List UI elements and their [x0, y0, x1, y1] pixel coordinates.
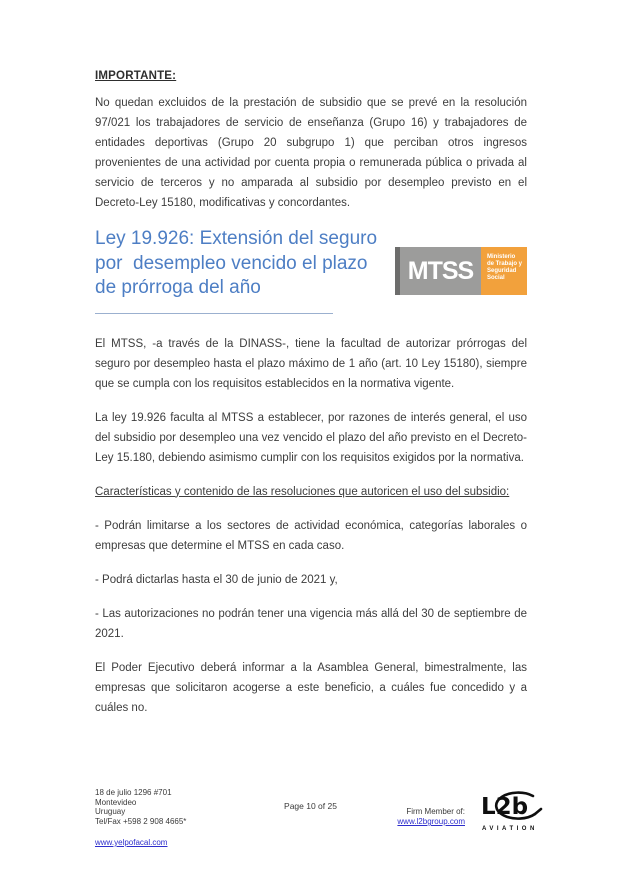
bullet-sectores: - Podrán limitarse a los sectores de actividad económica, categorías laborales o empresas que determine el MTSS en cada caso.: [95, 519, 527, 552]
mtss-logo: [395, 247, 527, 295]
paragraph-exclusion: No quedan excluidos de la prestación de subsidio que se prevé en la resolución 97/021 los trabajadores de servicio de enseñanza (Grupo 16) y trabajadores de entidades deportivas (Grupo 20 subgrupo 1) que perciban otros ingresos provenientes de una actividad por cuenta propia o remunerada pública o privada al servicio de terceros y no amparada al subsidio por desempleo previsto en el Decreto-Ley 15180, modificativas y concordantes.: [95, 97, 527, 209]
address-country: Uruguay: [95, 807, 126, 816]
l2b-aviation-logo: [479, 792, 545, 832]
importante-heading: IMPORTANTE:: [95, 70, 177, 82]
document-content: [95, 70, 527, 732]
law-title: [95, 227, 395, 301]
l2b-swoosh-icon: [489, 790, 543, 826]
address-street: 18 de julio 1296 #701: [95, 788, 172, 797]
l2b-group-link[interactable]: www.l2bgroup.com: [397, 817, 465, 826]
bullet-dictarlas: - Podrá dictarlas hasta el 30 de junio de 2021 y,: [95, 573, 338, 586]
page-indicator: Page 10 of 25: [284, 801, 337, 811]
l2b-logo-text: L2b: [481, 794, 529, 820]
paragraph-poder-ejecutivo: El Poder Ejecutivo deberá informar a la Asamblea General, bimestralmente, las empresas que solicitaron acogerse a este beneficio, a cuáles fue concedido y a cuáles no.: [95, 661, 527, 714]
l2b-logo-subtext: AVIATION: [482, 826, 538, 832]
paragraph-ley-faculta: La ley 19.926 faculta al MTSS a establecer, por razones de interés general, el uso del subsidio por desempleo una vez vencido el plazo del año previsto en el Decreto-Ley 15.180, debiendo asimismo cumplir con los requisitos exigidos por la normativa.: [95, 411, 527, 464]
paragraph-mtss-dinass: El MTSS, -a través de la DINASS-, tiene la facultad de autorizar prórrogas del seguro por desempleo hasta el plazo máximo de 1 año (art. 10 Ley 15180), siempre que se cumpla con los requisitos establecidos en la normativa vigente.: [95, 337, 527, 390]
address-telfax: Tel/Fax +598 2 908 4665*: [95, 816, 187, 826]
footer-address-block: [95, 788, 186, 848]
law-title-line-3: de prórroga del año: [95, 277, 261, 298]
heading-underline-rule: [95, 313, 333, 314]
firm-member-label: Firm Member of:: [406, 807, 465, 816]
firm-member-block: [370, 807, 465, 827]
mtss-logo-acronym: [400, 247, 481, 295]
mtss-acronym-text: MTSS: [407, 256, 474, 285]
law-heading-row: [95, 227, 527, 301]
l2b-logo-mark: [479, 792, 541, 824]
subheading-caracteristicas: Características y contenido de las resoluciones que autoricen el uso del subsidio:: [95, 485, 510, 498]
firm-website-link[interactable]: www.yelpofacal.com: [95, 838, 168, 847]
law-title-line-1: Ley 19.926: Extensión del seguro: [95, 228, 378, 249]
bullet-autorizaciones: - Las autorizaciones no podrán tener una vigencia más allá del 30 de septiembre de 2021.: [95, 607, 527, 640]
mtss-logo-ministry-name: Ministerio de Trabajo y Seguridad Social: [481, 247, 527, 295]
address-city: Montevideo: [95, 797, 137, 807]
law-title-line-2: por desempleo vencido el plazo: [95, 252, 368, 274]
